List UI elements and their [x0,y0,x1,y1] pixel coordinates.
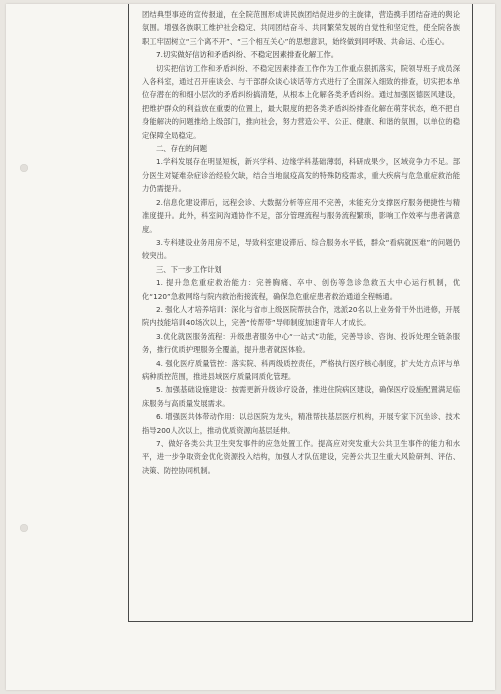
heading-problems: 二、存在的问题 [156,144,208,154]
paragraph-petition-work: 切实把信访工作和矛盾纠纷、不稳定因素排查工作作为工作重点狠抓落实，院领导班子成员深入各科室，通过召开座谈会、与干部群众谈心谈话等方式进行了全面深入细致的排查，切实把本单位存潜在的和细小层次的矛盾纠纷搞清楚，从根本上化解各类矛盾纠纷。通过加强医德医风建设，把维护群众的利益放在重要的位置上，最大限度的把各类矛盾纠纷排查化解在萌芽状态，绝不把自身能解决的问题推给上级部门，推向社会，努力营造公平、公正、健康、和谐的氛围，以单位的稳定保障全局稳定。 [142,63,460,140]
binding-hole [20,164,28,172]
binding-hole [20,524,28,532]
paragraph-ethnic-unity-cont: 团结典型事迹的宣传报道，在全院范围形成讲民族团结促进步的主旋律，营造携手团结奋进的舆论氛围。增强各族职工维护社会稳定、共同团结奋斗、共同繁荣发展的自觉性和坚定性，使全院各族职工牢固树立“三个离不开”、“三个相互关心”的思想意识，始终做到同呼吸、共命运、心连心。 [142,10,460,46]
paragraph-problem-3: 3.专科建设业务用房不足，导致科室建设滞后、综合服务水平低，群众“看病就医难”的问题仍较突出。 [142,237,460,261]
paragraph-problem-2: 2.信息化建设滞后，远程会诊、大数据分析等应用不完善，未能充分支撑医疗服务便捷性与精准度提升。此外，科室间沟通协作不足，部分管理流程与服务流程繁琐，影响工作效率与患者满意度。 [142,197,460,234]
heading-next-plan: 三、下一步工作计划 [156,264,222,274]
paragraph-plan-6: 6. 增强医共体带动作用：以总医院为龙头，精准帮扶基层医疗机构，开展专家下沉坐诊、技术指导200人次以上，推动优质资源向基层延伸。 [142,412,460,435]
paragraph-plan-1: 1. 提升急危重症救治能力：完善胸痛、卒中、创伤等急诊急救五大中心运行机制，优化“120”急救网络与院内救治衔接流程，确保急危重症患者救治通道全程畅通。 [142,278,460,301]
paragraph-plan-3: 3.优化就医服务流程：升级患者服务中心“一站式”功能，完善导诊、咨询、投诉处理全链条服务，推行优质护理服务全覆盖，提升患者就医体验。 [142,331,460,355]
paragraph-plan-4: 4. 强化医疗质量管控：落实院、科两级质控责任，严格执行医疗核心制度，扩大处方点评与单病种质控范围，推进县域医疗质量同质化管理。 [142,358,460,381]
heading-petition-work: 7.切实做好信访和矛盾纠纷、不稳定因素排查化解工作。 [156,50,339,60]
paragraph-plan-7: 7、做好各类公共卫生突发事件的应急处置工作。提高应对突发重大公共卫生事件的能力和水平，进一步争取资金优化资源投入结构，加强人才队伍建设，完善公共卫生重大风险研判、评估、决策、防控协同机制。 [142,439,460,475]
report-body [142,8,460,477]
document-page [6,4,495,690]
paragraph-plan-2: 2. 强化人才培养培训：深化与省市上级医院帮扶合作，选派20名以上业务骨干外出进修，开展院内技能培训40场次以上，完善“传帮带”导师制度加速青年人才成长。 [142,304,460,328]
paragraph-plan-5: 5. 加强基础设施建设：按需更新升级诊疗设备，推进住院病区建设，确保医疗设施配置满足临床服务与高质量发展需求。 [142,385,460,408]
paragraph-problem-1: 1.学科发展存在明显短板，新兴学科、边缘学科基础薄弱，科研成果少，区域竞争力不足。部分医生对疑难杂症诊治经验欠缺，结合当地鼠疫高发的特殊防疫需求，重大疾病与危急重症救治能力仍需提升。 [142,157,460,194]
